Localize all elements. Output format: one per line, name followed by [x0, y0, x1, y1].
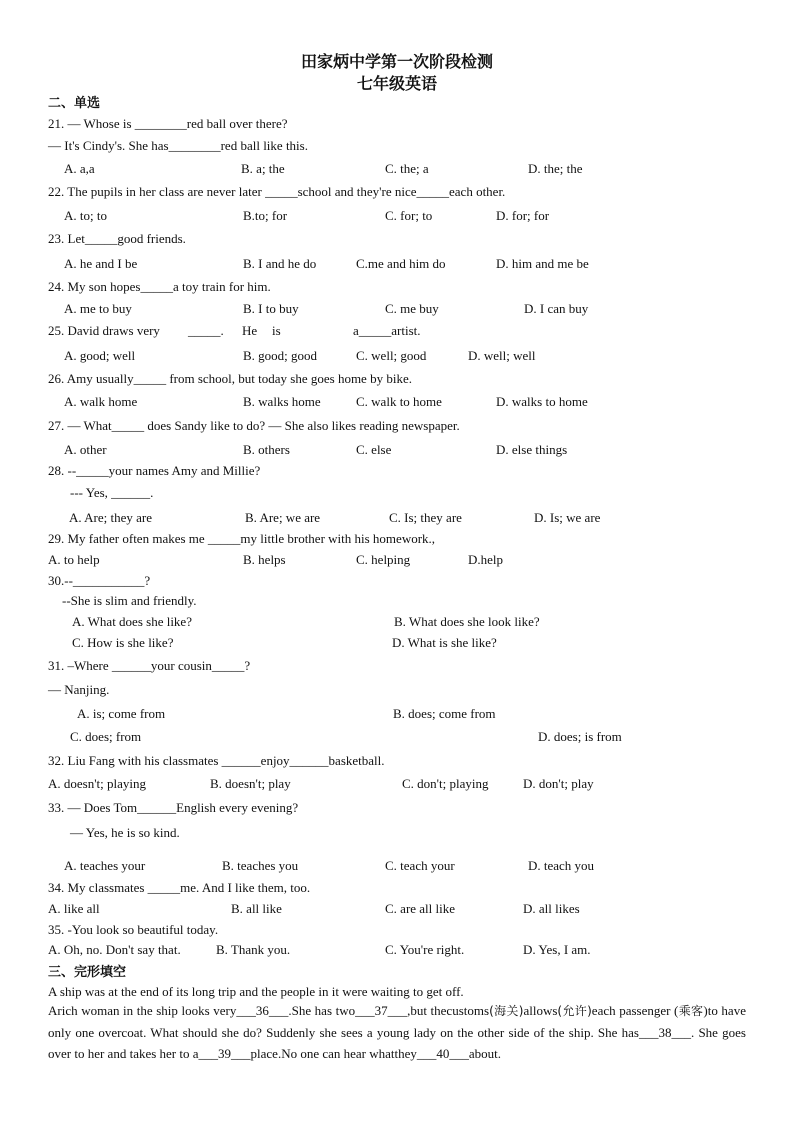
q35-option-d: D. Yes, I am.: [523, 942, 591, 957]
q31-option-a: A. is; come from: [77, 706, 166, 721]
q23-option-d: D. him and me be: [496, 256, 589, 271]
q31-option-d: D. does; is from: [538, 729, 622, 744]
q22-option-d: D. for; for: [496, 208, 550, 223]
q25-stem-part-2: _____.: [188, 323, 224, 338]
q28-stem-2: --- Yes, ______.: [70, 485, 154, 500]
q22-option-a: A. to; to: [64, 208, 107, 223]
q32-stem: 32. Liu Fang with his classmates ______enjoy______basketball.: [48, 753, 385, 768]
q33-option-d: D. teach you: [528, 858, 595, 873]
q31-stem-1: 31. –Where ______your cousin_____?: [48, 658, 251, 673]
q32-option-d: D. don't; play: [523, 776, 594, 791]
q33-stem-2: — Yes, he is so kind.: [70, 825, 180, 840]
q25-stem-part-4: is: [272, 323, 281, 338]
q26-option-b: B. walks home: [243, 394, 321, 409]
q25-option-c: C. well; good: [356, 348, 427, 363]
q21-stem-1: 21. — Whose is ________red ball over there?: [48, 116, 288, 131]
cloze-gloss-passenger: 乘客: [678, 1004, 704, 1018]
q28-option-b: B. Are; we are: [245, 510, 321, 525]
cloze-text-4: )to have only one overcoat. What should she do? Suddenly she sees a young lady on the other side of the ship. She has___38___. She goes over to her and takes her to a___39___place.No one can hear whatthey___40___about.: [48, 1003, 746, 1061]
q25-option-b: B. good; good: [243, 348, 318, 363]
q26-option-c: C. walk to home: [356, 394, 442, 409]
q24-option-d: D. I can buy: [524, 301, 589, 316]
q23-stem: 23. Let_____good friends.: [48, 231, 186, 246]
q28-stem-1: 28. --_____your names Amy and Millie?: [48, 463, 261, 478]
cloze-line-1: A ship was at the end of its long trip and the people in it were waiting to get off.: [48, 984, 464, 999]
q28-option-a: A. Are; they are: [69, 510, 153, 525]
q34-option-a: A. like all: [48, 901, 100, 916]
q29-option-b: B. helps: [243, 552, 286, 567]
q24-option-b: B. I to buy: [243, 301, 299, 316]
q29-option-d: D.help: [468, 552, 504, 567]
cloze-text-1: Arich woman in the ship looks very___36___.She has two___37___,but thecustoms: [48, 1003, 490, 1018]
q28-option-c: C. Is; they are: [389, 510, 462, 525]
q28-option-d: D. Is; we are: [534, 510, 601, 525]
q24-option-c: C. me buy: [385, 301, 439, 316]
q25-option-d: D. well; well: [468, 348, 536, 363]
q21-option-b: B. a; the: [241, 161, 285, 176]
cloze-text-3: each passenger (: [591, 1003, 679, 1018]
cloze-paragraph: [48, 1000, 746, 1064]
page-subtitle: 七年级英语: [356, 74, 437, 93]
q31-option-b: B. does; come from: [393, 706, 496, 721]
q27-stem: 27. — What_____ does Sandy like to do? — She also likes reading newspaper.: [48, 418, 460, 433]
q33-option-c: C. teach your: [385, 858, 455, 873]
q27-option-b: B. others: [243, 442, 290, 457]
q25-stem-part-3: He: [242, 323, 258, 338]
q27-option-c: C. else: [356, 442, 392, 457]
q33-option-b: B. teaches you: [222, 858, 299, 873]
q25-stem-part-1: 25. David draws very: [48, 323, 160, 338]
q29-option-a: A. to help: [48, 552, 100, 567]
cloze-gloss-allows: (允许): [557, 1004, 592, 1018]
q30-stem-2: --She is slim and friendly.: [62, 593, 197, 608]
q21-option-d: D. the; the: [528, 161, 583, 176]
section-title-single-choice: 二、单选: [48, 96, 101, 111]
q29-stem: 29. My father often makes me _____my little brother with his homework.,: [48, 531, 436, 546]
q33-stem-1: 33. — Does Tom______English every evening?: [48, 800, 299, 815]
q34-stem: 34. My classmates _____me. And I like them, too.: [48, 880, 311, 895]
q31-option-c: C. does; from: [70, 729, 142, 744]
q24-stem: 24. My son hopes_____a toy train for him.: [48, 279, 271, 294]
q23-option-a: A. he and I be: [64, 256, 138, 271]
q24-option-a: A. me to buy: [64, 301, 132, 316]
q32-option-c: C. don't; playing: [402, 776, 489, 791]
q33-option-a: A. teaches your: [64, 858, 146, 873]
q21-stem-2: — It's Cindy's. She has________red ball like this.: [48, 138, 308, 153]
q31-stem-2: — Nanjing.: [48, 682, 110, 697]
q22-option-b: B.to; for: [243, 208, 288, 223]
q25-option-a: A. good; well: [64, 348, 136, 363]
q34-option-d: D. all likes: [523, 901, 580, 916]
section-title-cloze: 三、完形填空: [48, 965, 127, 980]
q27-option-a: A. other: [64, 442, 107, 457]
q30-option-b: B. What does she look like?: [394, 614, 540, 629]
q21-option-a: A. a,a: [64, 161, 95, 176]
q30-stem-1: 30.--___________?: [48, 573, 151, 588]
page-title: 田家炳中学第一次阶段检测: [300, 52, 493, 71]
cloze-gloss-customs: (海关): [489, 1004, 524, 1018]
q35-option-c: C. You're right.: [385, 942, 465, 957]
q22-option-c: C. for; to: [385, 208, 433, 223]
q26-option-a: A. walk home: [64, 394, 138, 409]
q32-option-b: B. doesn't; play: [210, 776, 291, 791]
q21-option-c: C. the; a: [385, 161, 429, 176]
q30-option-a: A. What does she like?: [72, 614, 192, 629]
q34-option-b: B. all like: [231, 901, 282, 916]
q23-option-b: B. I and he do: [243, 256, 317, 271]
q27-option-d: D. else things: [496, 442, 568, 457]
q30-option-d: D. What is she like?: [392, 635, 497, 650]
q32-option-a: A. doesn't; playing: [48, 776, 147, 791]
q26-stem: 26. Amy usually_____ from school, but today she goes home by bike.: [48, 371, 412, 386]
q35-option-a: A. Oh, no. Don't say that.: [48, 942, 181, 957]
q25-stem-part-5: a_____artist.: [353, 323, 421, 338]
cloze-text-2: allows: [523, 1003, 558, 1018]
q35-stem: 35. -You look so beautiful today.: [48, 922, 219, 937]
q34-option-c: C. are all like: [385, 901, 456, 916]
q30-option-c: C. How is she like?: [72, 635, 174, 650]
q22-stem: 22. The pupils in her class are never later _____school and they're nice_____each other.: [48, 184, 506, 199]
q23-option-c: C.me and him do: [356, 256, 446, 271]
q35-option-b: B. Thank you.: [216, 942, 291, 957]
q26-option-d: D. walks to home: [496, 394, 588, 409]
q29-option-c: C. helping: [356, 552, 411, 567]
